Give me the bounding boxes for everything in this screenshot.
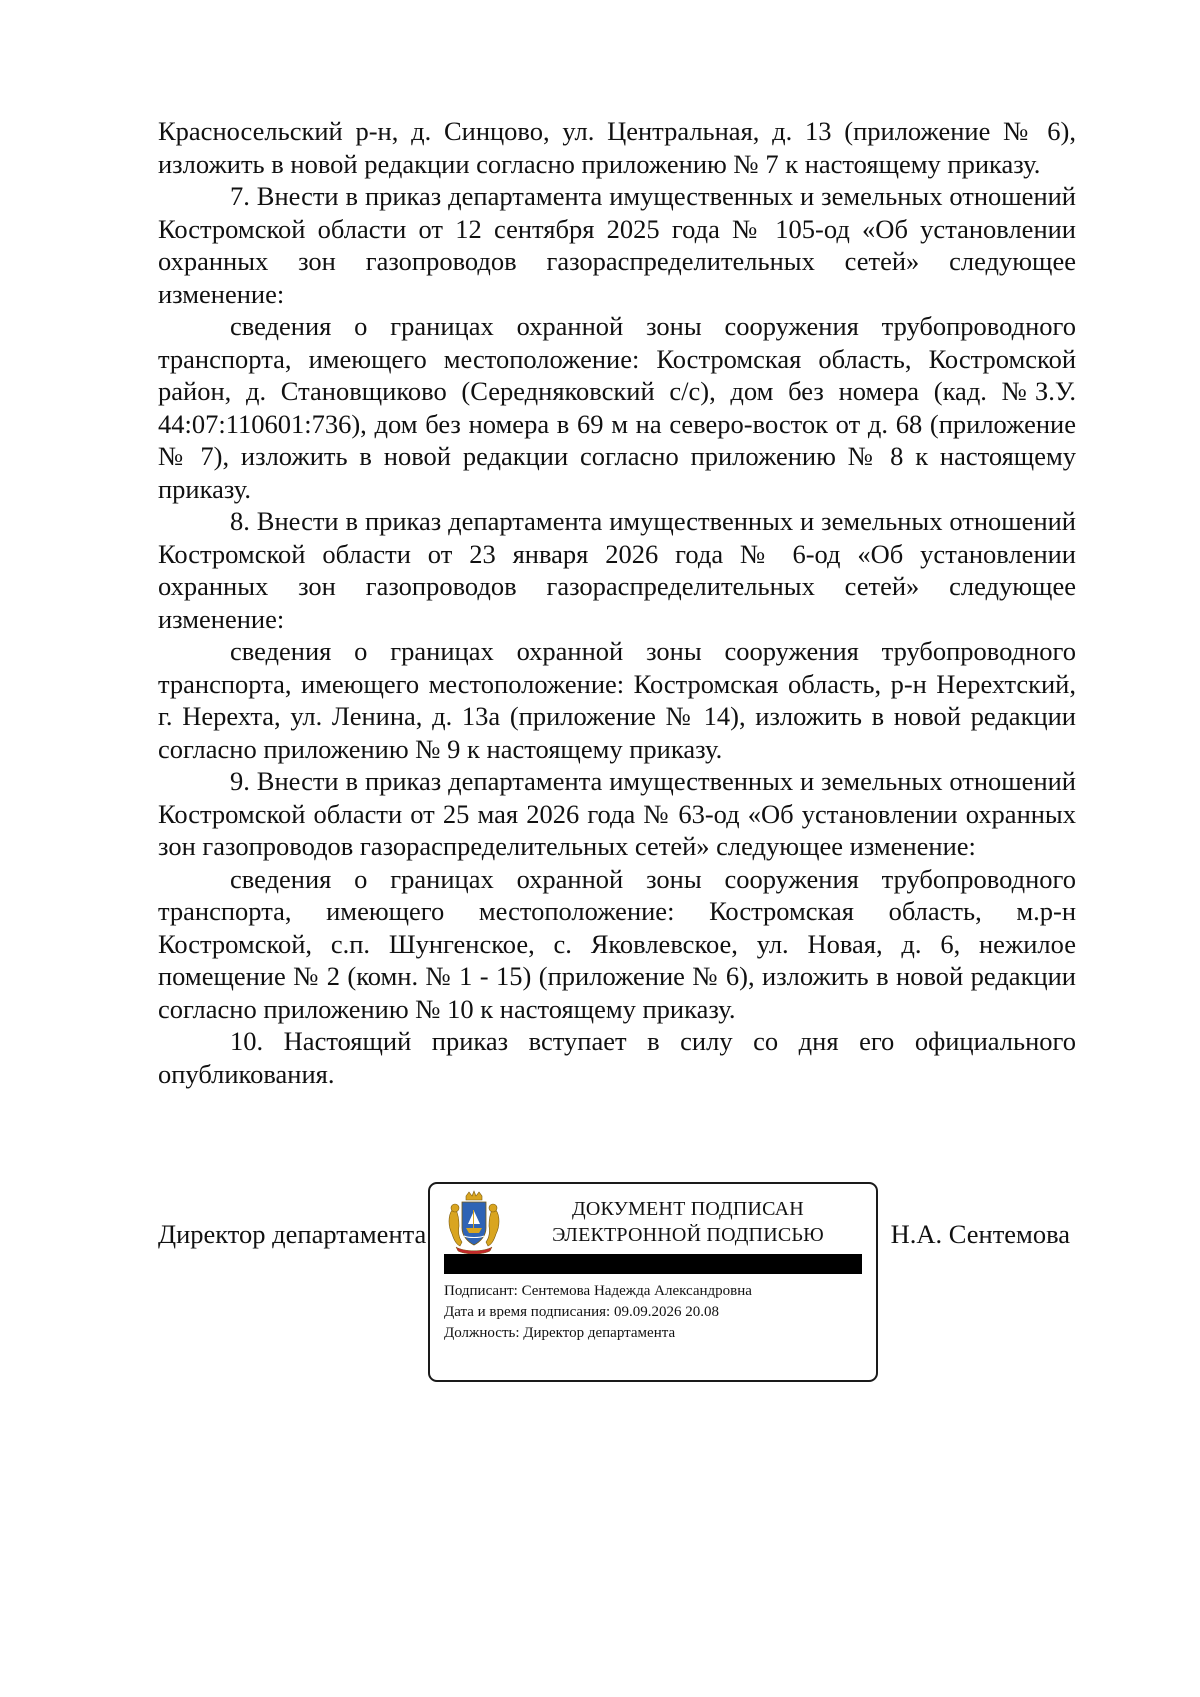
certificate-redaction-bar bbox=[444, 1254, 862, 1274]
paragraph-item-7: 7. Внести в приказ департамента имущественных и земельных отношений Костромской области от 12 сентября 2025 года № 105-од «Об установлении охранных зон газопроводов газораспределительных сетей» следующее изменение: bbox=[158, 181, 1076, 309]
paragraph-item-8: 8. Внести в приказ департамента имущественных и земельных отношений Костромской области от 23 января 2026 года № 6-од «Об установлении охранных зон газопроводов газораспределительных сетей» следующее изменение: bbox=[158, 506, 1076, 634]
electronic-signature-stamp bbox=[428, 1182, 878, 1382]
paragraph-item-7-details: сведения о границах охранной зоны сооружения трубопроводного транспорта, имеющего местоположение: Костромская область, Костромской район, д. Становщиково (Середняковский с/с), дом без номера (кад. №З.У. 44:07:110601:736), дом без номера в 69 м на северо-восток от д. 68 (приложение № 7), изложить в новой редакции согласно приложению № 8 к настоящему приказу. bbox=[158, 311, 1076, 504]
stamp-details bbox=[444, 1281, 866, 1344]
paragraph-continuation: Красносельский р-н, д. Синцово, ул. Центральная, д. 13 (приложение № 6), изложить в новой редакции согласно приложению № 7 к настоящему приказу. bbox=[158, 116, 1076, 179]
paragraph-item-8-details: сведения о границах охранной зоны сооружения трубопроводного транспорта, имеющего местоположение: Костромская область, р-н Нерехтский, г. Нерехта, ул. Ленина, д. 13а (приложение № 14), изложить в новой редакции согласно приложению № 9 к настоящему приказу. bbox=[158, 636, 1076, 764]
stamp-title bbox=[510, 1196, 866, 1248]
stamp-signing-datetime: Дата и время подписания: 09.09.2026 20.08 bbox=[444, 1304, 719, 1320]
paragraph-item-9-details: сведения о границах охранной зоны сооружения трубопроводного транспорта, имеющего местоположение: Костромская область, м.р-н Костромской, с.п. Шунгенское, с. Яковлевское, ул. Новая, д. 6, нежилое помещение № 2 (комн. № 1 - 15) (приложение № 6), изложить в новой редакции согласно приложению № 10 к настоящему приказу. bbox=[158, 863, 1076, 1024]
paragraph-item-10: 10. Настоящий приказ вступает в силу со дня его официального опубликования. bbox=[158, 1026, 1076, 1089]
paragraph-item-9: 9. Внести в приказ департамента имущественных и земельных отношений Костромской области от 25 мая 2026 года № 63-од «Об установлении охранных зон газопроводов газораспределительных сетей» следующее изменение: bbox=[158, 766, 1076, 861]
stamp-signer: Подписант: Сентемова Надежда Александровна bbox=[444, 1283, 752, 1299]
stamp-title-line-1: ДОКУМЕНТ ПОДПИСАН bbox=[572, 1198, 804, 1220]
signatory-name: Н.А. Сентемова bbox=[890, 1219, 1070, 1249]
document-body bbox=[158, 115, 1076, 1090]
kostroma-coat-of-arms-icon bbox=[444, 1190, 504, 1256]
stamp-title-line-2: ЭЛЕКТРОННОЙ ПОДПИСЬЮ bbox=[552, 1224, 824, 1246]
signatory-position: Директор департамента bbox=[158, 1219, 427, 1249]
stamp-signer-position: Должность: Директор департамента bbox=[444, 1325, 676, 1341]
